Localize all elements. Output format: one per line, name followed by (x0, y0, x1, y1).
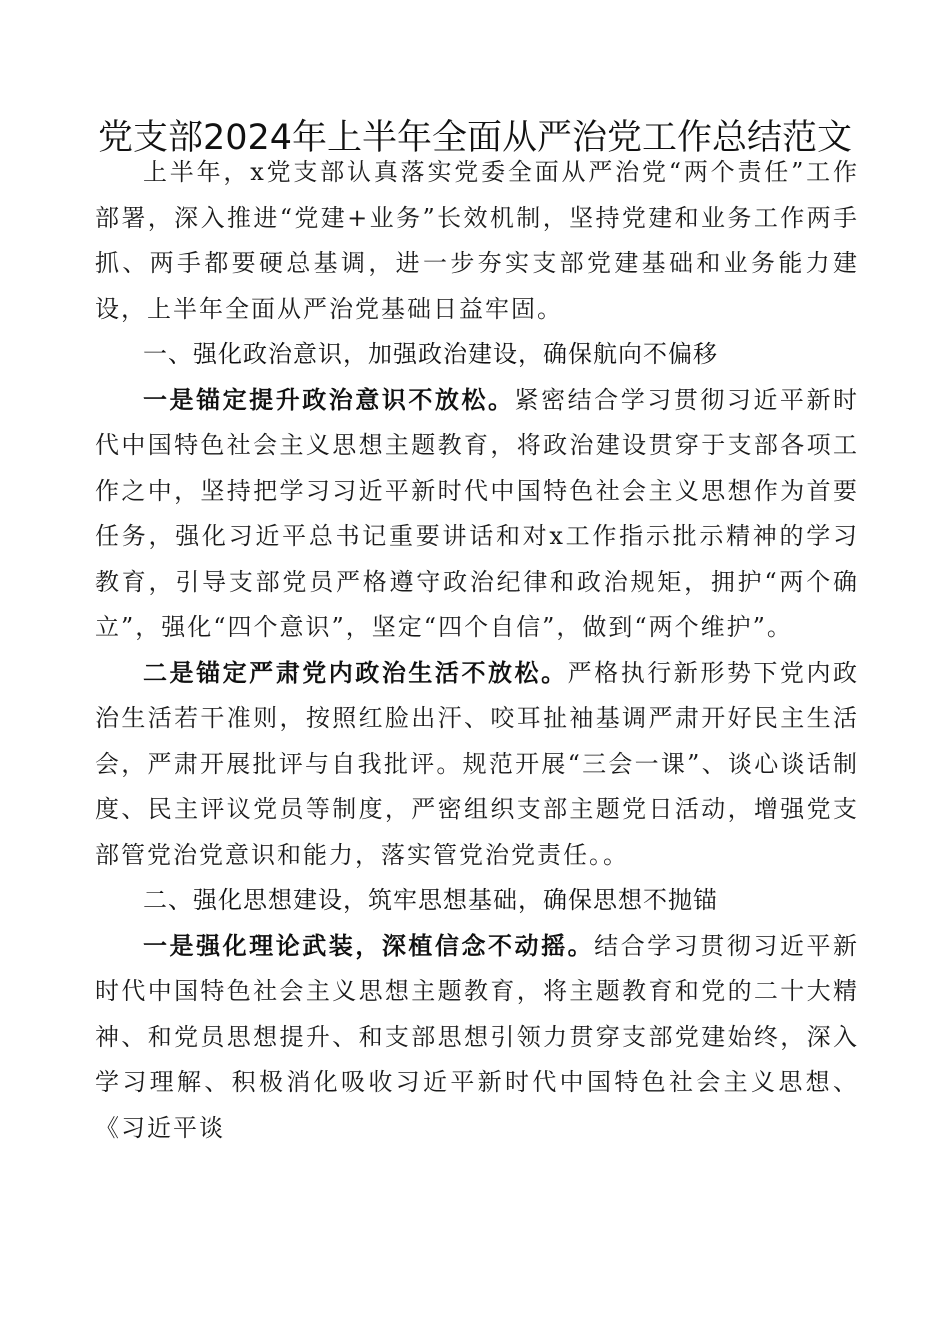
intro-paragraph: 上半年，x党支部认真落实党委全面从严治党“两个责任”工作部署，深入推进“党建+业务”长效机制，坚持党建和业务工作两手抓、两手都要硬总基调，进一步夯实支部党建基础和业务能力建设，上半年全面从严治党基础日益牢固。 (95, 158, 859, 323)
document-title: 党支部2024年上半年全面从严治党工作总结范文 (97, 118, 853, 158)
section-2-paragraph-1-text: 结合学习贯彻习近平新时代中国特色社会主义思想主题教育，将主题教育和党的二十大精神、和党员思想提升、和支部思想引领力贯穿支部党建始终，深入学习理解、积极消化吸收习近平新时代中国特色社会主义思想、《习近平谈 (95, 931, 860, 1142)
section-1-paragraph-2 (95, 651, 859, 879)
section-2-heading: 二、强化思想建设，筑牢思想基础，确保思想不抛锚 (143, 886, 718, 914)
section-1-paragraph-2-lead: 二是锚定严肃党内政治生活不放松。 (143, 658, 568, 687)
document-body (95, 150, 859, 1151)
section-1-paragraph-1 (95, 378, 859, 651)
section-1-heading: 一、强化政治意识，加强政治建设，确保航向不偏移 (143, 340, 718, 368)
section-2-paragraph-1-lead: 一是强化理论武装，深植信念不动摇。 (143, 931, 595, 960)
section-2-paragraph-1 (95, 924, 859, 1152)
section-1-paragraph-1-text: 紧密结合学习贯彻习近平新时代中国特色社会主义思想主题教育，将政治建设贯穿于支部各项工作之中，坚持把学习习近平新时代中国特色社会主义思想作为首要任务，强化习近平总书记重要讲话和对x工作指示批示精神的学习教育，引导支部党员严格遵守政治纪律和政治规矩，拥护“两个确立”，强化“四个意识”，坚定“四个自信”，做到“两个维护”。 (95, 385, 860, 641)
section-1-paragraph-2-text: 严格执行新形势下党内政治生活若干准则，按照红脸出汗、咬耳扯袖基调严肃开好民主生活会，严肃开展批评与自我批评。规范开展“三会一课”、谈心谈话制度、民主评议党员等制度，严密组织支部主题党日活动，增强党支部管党治党意识和能力，落实管党治党责任。。 (95, 658, 860, 869)
section-1-paragraph-1-lead: 一是锚定提升政治意识不放松。 (143, 385, 515, 414)
